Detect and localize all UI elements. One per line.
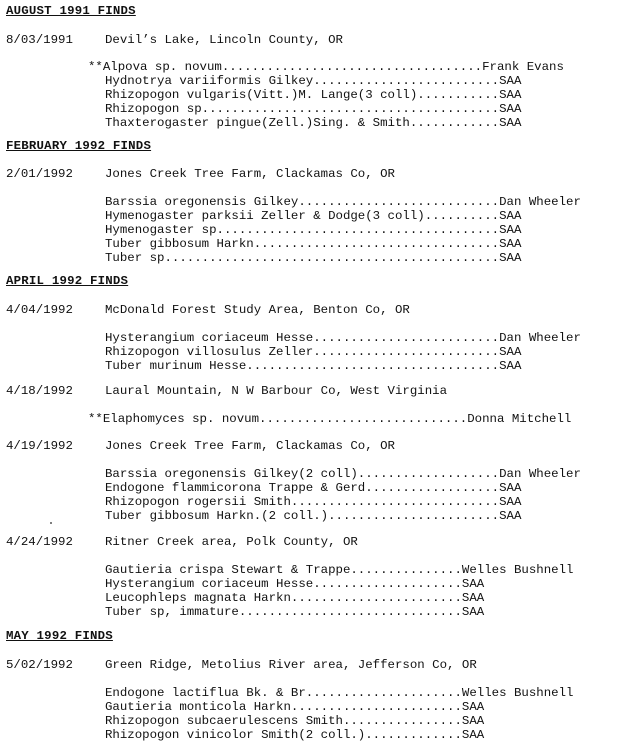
find-entry: Hysterangium coriaceum Hesse....................SAA [105, 577, 485, 591]
site-date: 4/04/1992 [6, 303, 73, 317]
find-entry: Gautieria monticola Harkn.......................SAA [105, 700, 485, 714]
section-heading-february-1992: FEBRUARY 1992 FINDS [6, 139, 152, 153]
find-entry: Tuber sp.............................................SAA [105, 251, 522, 265]
find-entry: Hymenogaster sp......................................SAA [105, 223, 522, 237]
site-date: 8/03/1991 [6, 33, 73, 47]
find-entry: Rhizopogon subcaerulescens Smith................SAA [105, 714, 485, 728]
find-entry: Tuber gibbosum Harkn.................................SAA [105, 237, 522, 251]
find-entry: Endogone flammicorona Trappe & Gerd..................SAA [105, 481, 522, 495]
site-location: Green Ridge, Metolius River area, Jefferson Co, OR [105, 658, 477, 672]
find-entry: Leucophleps magnata Harkn.......................SAA [105, 591, 485, 605]
find-entry: Rhizopogon rogersii Smith............................SAA [105, 495, 522, 509]
find-entry: Gautieria crispa Stewart & Trappe...............Welles Bushnell [105, 563, 574, 577]
site-location: Jones Creek Tree Farm, Clackamas Co, OR [105, 167, 395, 181]
site-date: 4/19/1992 [6, 439, 73, 453]
find-entry: Tuber gibbosum Harkn.(2 coll.).......................SAA [105, 509, 522, 523]
find-entry: Thaxterogaster pingue(Zell.)Sing. & Smith............SAA [105, 116, 522, 130]
scan-speck [50, 522, 52, 524]
section-heading-april-1992: APRIL 1992 FINDS [6, 274, 129, 288]
site-date: 4/24/1992 [6, 535, 73, 549]
site-location: Laural Mountain, N W Barbour Co, West Virginia [105, 384, 448, 398]
site-date: 2/01/1992 [6, 167, 73, 181]
find-entry: Barssia oregonensis Gilkey(2 coll)...................Dan Wheeler [105, 467, 581, 481]
find-entry: Barssia oregonensis Gilkey...........................Dan Wheeler [105, 195, 581, 209]
find-entry: Hysterangium coriaceum Hesse.........................Dan Wheeler [105, 331, 581, 345]
find-entry: Tuber murinum Hesse..................................SAA [105, 359, 522, 373]
site-date: 5/02/1992 [6, 658, 73, 672]
section-heading-august-1991: AUGUST 1991 FINDS [6, 4, 136, 18]
find-entry: Endogone lactiflua Bk. & Br.....................Welles Bushnell [105, 686, 574, 700]
find-entry: Rhizopogon vulgaris(Vitt.)M. Lange(3 coll)...........SAA [105, 88, 522, 102]
site-location: Devil’s Lake, Lincoln County, OR [105, 33, 343, 47]
find-entry: Rhizopogon vinicolor Smith(2 coll.).............SAA [105, 728, 485, 742]
site-location: McDonald Forest Study Area, Benton Co, OR [105, 303, 410, 317]
find-entry: Rhizopogon sp........................................SAA [105, 102, 522, 116]
site-location: Jones Creek Tree Farm, Clackamas Co, OR [105, 439, 395, 453]
find-entry: Hydnotrya variiformis Gilkey.........................SAA [105, 74, 522, 88]
find-entry: **Alpova sp. novum...................................Frank Evans [88, 60, 564, 74]
section-heading-may-1992: MAY 1992 FINDS [6, 629, 113, 643]
find-entry: Rhizopogon villosulus Zeller.........................SAA [105, 345, 522, 359]
find-entry: **Elaphomyces sp. novum............................Donna Mitchell [88, 412, 572, 426]
find-entry: Tuber sp, immature..............................SAA [105, 605, 485, 619]
site-date: 4/18/1992 [6, 384, 73, 398]
find-entry: Hymenogaster parksii Zeller & Dodge(3 coll)..........SAA [105, 209, 522, 223]
site-location: Ritner Creek area, Polk County, OR [105, 535, 358, 549]
